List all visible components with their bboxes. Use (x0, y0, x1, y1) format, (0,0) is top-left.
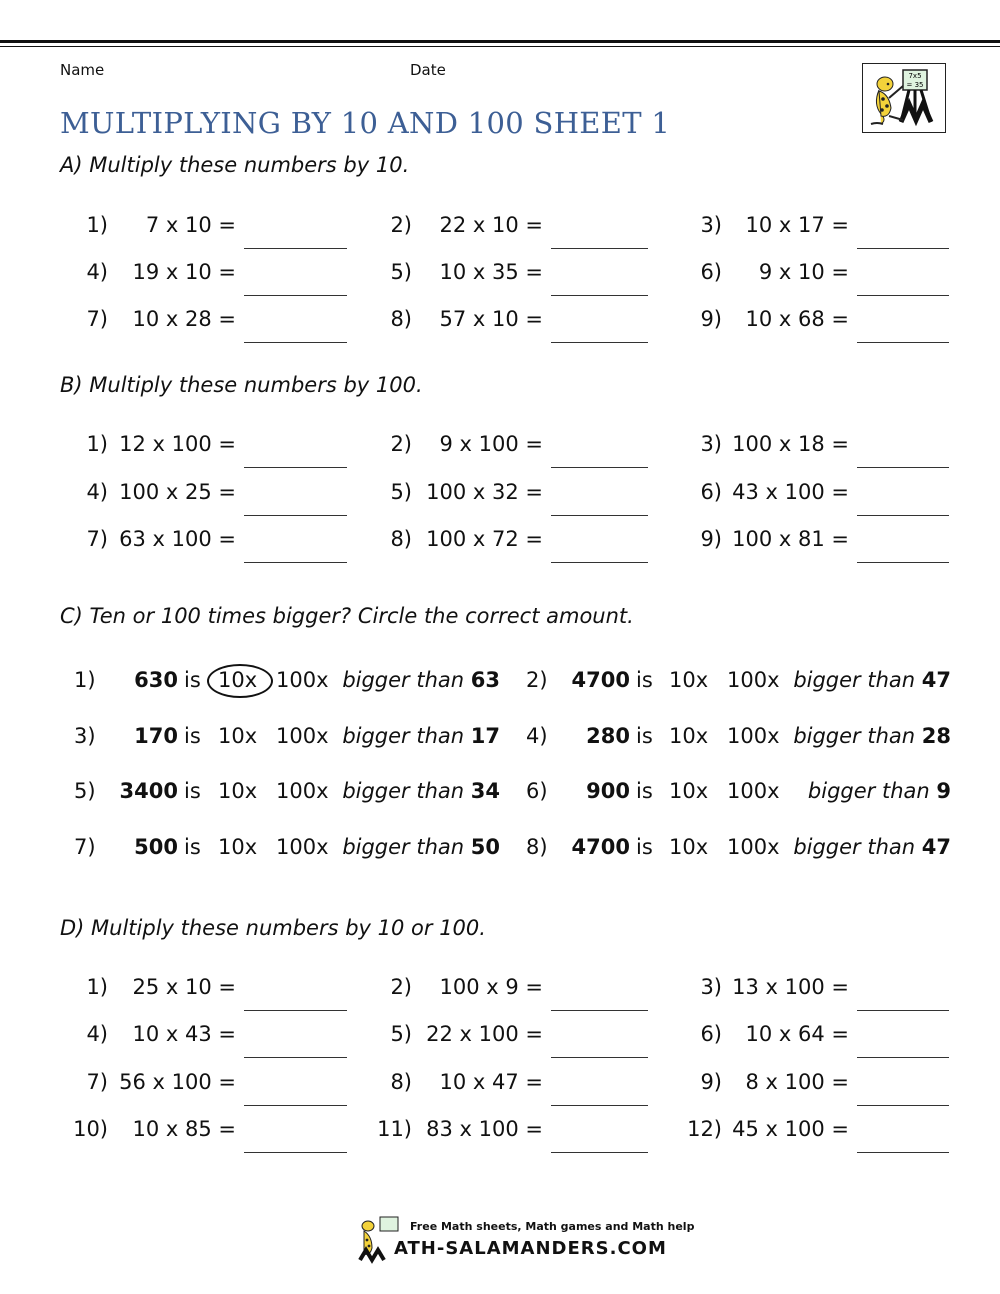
section_a-answer-line[interactable] (244, 295, 347, 296)
section_a-answer-line[interactable] (551, 295, 648, 296)
section_b-item-number: 3) (700, 432, 722, 456)
logo-board-line2: = 35 (906, 81, 924, 89)
section_a-item-number: 5) (390, 260, 412, 284)
section_a-item-number: 7) (86, 307, 108, 331)
section_b-item-expression: 63 x 100 = (119, 527, 236, 551)
section_d-item-number: 12) (687, 1117, 722, 1141)
section_d-item-number: 2) (390, 975, 412, 999)
section-c-bigger-than (791, 835, 951, 859)
section-c-small-number: 28 (921, 724, 951, 748)
section_a-answer-line[interactable] (244, 342, 347, 343)
section-c-item-number: 1) (74, 668, 96, 692)
section_b-item-number: 5) (390, 480, 412, 504)
section_b-item-number: 6) (700, 480, 722, 504)
section_d-item-number: 3) (700, 975, 722, 999)
section_a-item-number: 1) (86, 213, 108, 237)
section-c-big-number: 500 (134, 835, 178, 859)
section_b-answer-line[interactable] (244, 515, 347, 516)
section-c-option-10x[interactable]: 10x (669, 835, 709, 859)
section_d-item-number: 9) (700, 1070, 722, 1094)
section_b-answer-line[interactable] (551, 467, 648, 468)
section-c-option-10x[interactable]: 10x (218, 668, 258, 692)
section-c-big-number: 3400 (119, 779, 178, 803)
section_a-answer-line[interactable] (551, 248, 648, 249)
section_d-answer-line[interactable] (551, 1105, 648, 1106)
section_a-item-expression: 10 x 35 = (439, 260, 543, 284)
section-c-option-10x[interactable]: 10x (669, 779, 709, 803)
section-c-big-number: 280 (586, 724, 630, 748)
section_a-item-number: 4) (86, 260, 108, 284)
section_d-item-number: 5) (390, 1022, 412, 1046)
section-c-is-word: is (184, 668, 201, 692)
section-c-option-100x[interactable]: 100x (727, 779, 780, 803)
section_a-item-expression: 10 x 68 = (745, 307, 849, 331)
section_a-item-expression: 7 x 10 = (145, 213, 236, 237)
name-label: Name (60, 61, 105, 79)
section-c-is-word: is (184, 724, 201, 748)
section_d-answer-line[interactable] (244, 1057, 347, 1058)
section_a-item-number: 6) (700, 260, 722, 284)
section-c-bigger-than (340, 724, 500, 748)
top-rule-thick (0, 40, 1000, 43)
section_d-answer-line[interactable] (857, 1057, 949, 1058)
section_d-answer-line[interactable] (244, 1105, 347, 1106)
section-c-option-10x[interactable]: 10x (669, 668, 709, 692)
section_a-item-expression: 19 x 10 = (132, 260, 236, 284)
section-c-option-10x[interactable]: 10x (669, 724, 709, 748)
section-c-heading: C) Ten or 100 times bigger? Circle the correct amount. (60, 604, 634, 628)
section-c-small-number: 9 (936, 779, 951, 803)
section-c-big-number: 900 (586, 779, 630, 803)
section-c-is-word: is (636, 668, 653, 692)
section-b-heading: B) Multiply these numbers by 100. (60, 373, 423, 397)
section-c-item-number: 8) (526, 835, 548, 859)
section_a-item-number: 9) (700, 307, 722, 331)
section_b-answer-line[interactable] (857, 562, 949, 563)
section_a-item-expression: 9 x 10 = (758, 260, 849, 284)
section_d-answer-line[interactable] (244, 1152, 347, 1153)
section-c-option-10x[interactable]: 10x (218, 724, 258, 748)
section-c-is-word: is (184, 779, 201, 803)
section_d-item-expression: 56 x 100 = (119, 1070, 236, 1094)
section_b-item-expression: 12 x 100 = (119, 432, 236, 456)
top-rule-thin (0, 46, 1000, 47)
section-c-option-100x[interactable]: 100x (727, 668, 780, 692)
section_d-item-number: 8) (390, 1070, 412, 1094)
section-c-item-number: 6) (526, 779, 548, 803)
section_b-answer-line[interactable] (244, 562, 347, 563)
section_d-item-expression: 13 x 100 = (732, 975, 849, 999)
section-c-option-100x[interactable]: 100x (276, 779, 329, 803)
section_b-item-number: 4) (86, 480, 108, 504)
section_d-item-expression: 100 x 9 = (439, 975, 543, 999)
section_d-answer-line[interactable] (551, 1010, 648, 1011)
page-title: MULTIPLYING BY 10 AND 100 SHEET 1 (60, 106, 671, 140)
section_a-item-expression: 10 x 17 = (745, 213, 849, 237)
section-c-bigger-than (340, 835, 500, 859)
section_d-answer-line[interactable] (857, 1010, 949, 1011)
section-c-item-number: 4) (526, 724, 548, 748)
section_a-item-expression: 57 x 10 = (439, 307, 543, 331)
section_b-answer-line[interactable] (551, 515, 648, 516)
logo-board-line1: 7x5 (908, 72, 922, 80)
section-c-option-100x[interactable]: 100x (727, 835, 780, 859)
section_d-item-number: 10) (73, 1117, 108, 1141)
section-c-item-number: 2) (526, 668, 548, 692)
section_b-answer-line[interactable] (244, 467, 347, 468)
section_b-item-expression: 100 x 18 = (732, 432, 849, 456)
section-c-option-100x[interactable]: 100x (276, 724, 329, 748)
section_a-item-number: 3) (700, 213, 722, 237)
bigger-than-text: bigger than (342, 724, 471, 748)
section_a-answer-line[interactable] (857, 248, 949, 249)
section_d-item-expression: 10 x 47 = (439, 1070, 543, 1094)
footer-tagline: Free Math sheets, Math games and Math help (410, 1220, 695, 1233)
section_a-item-number: 8) (390, 307, 412, 331)
section-c-small-number: 50 (470, 835, 500, 859)
section-c-item-number: 5) (74, 779, 96, 803)
section-c-option-100x[interactable]: 100x (727, 724, 780, 748)
section-c-big-number: 4700 (571, 668, 630, 692)
section_b-item-number: 7) (86, 527, 108, 551)
section_d-item-expression: 10 x 43 = (132, 1022, 236, 1046)
section-c-small-number: 47 (921, 668, 951, 692)
section_b-answer-line[interactable] (857, 467, 949, 468)
section-c-small-number: 17 (470, 724, 500, 748)
section_b-item-expression: 9 x 100 = (439, 432, 543, 456)
bigger-than-text: bigger than (342, 835, 471, 859)
section_a-item-number: 2) (390, 213, 412, 237)
section_d-item-expression: 45 x 100 = (732, 1117, 849, 1141)
section-c-big-number: 170 (134, 724, 178, 748)
section_b-item-expression: 100 x 72 = (426, 527, 543, 551)
section_d-answer-line[interactable] (857, 1105, 949, 1106)
section_d-item-expression: 83 x 100 = (426, 1117, 543, 1141)
section_d-item-number: 11) (377, 1117, 412, 1141)
section_a-answer-line[interactable] (244, 248, 347, 249)
section-c-bigger-than (791, 724, 951, 748)
section_b-answer-line[interactable] (551, 562, 648, 563)
circled-answer-mark (207, 664, 273, 698)
section_b-item-expression: 100 x 25 = (119, 480, 236, 504)
footer-brand: ATH-SALAMANDERS.COM (394, 1238, 667, 1259)
section_d-item-expression: 10 x 85 = (132, 1117, 236, 1141)
section-c-bigger-than (340, 668, 500, 692)
section_b-item-expression: 43 x 100 = (732, 480, 849, 504)
section-c-is-word: is (636, 835, 653, 859)
section-c-option-10x[interactable]: 10x (218, 835, 258, 859)
section_b-item-expression: 100 x 32 = (426, 480, 543, 504)
section_b-answer-line[interactable] (857, 515, 949, 516)
bigger-than-text: bigger than (342, 779, 471, 803)
section_d-item-number: 1) (86, 975, 108, 999)
bigger-than-text: bigger than (342, 668, 471, 692)
section_a-answer-line[interactable] (857, 295, 949, 296)
date-label: Date (410, 61, 446, 79)
section_d-answer-line[interactable] (857, 1152, 949, 1153)
section-c-big-number: 4700 (571, 835, 630, 859)
section_d-item-expression: 22 x 100 = (426, 1022, 543, 1046)
section_a-answer-line[interactable] (551, 342, 648, 343)
section_d-item-expression: 10 x 64 = (745, 1022, 849, 1046)
section_d-item-number: 7) (86, 1070, 108, 1094)
section_d-answer-line[interactable] (244, 1010, 347, 1011)
section-c-option-100x[interactable]: 100x (276, 668, 329, 692)
section_a-item-expression: 22 x 10 = (439, 213, 543, 237)
section_d-answer-line[interactable] (551, 1057, 648, 1058)
section_b-item-expression: 100 x 81 = (732, 527, 849, 551)
section_b-item-number: 8) (390, 527, 412, 551)
salamander-logo (862, 63, 946, 133)
section-c-big-number: 630 (134, 668, 178, 692)
section-c-item-number: 3) (74, 724, 96, 748)
section_d-item-expression: 8 x 100 = (745, 1070, 849, 1094)
section-c-bigger-than (340, 779, 500, 803)
section-d-heading: D) Multiply these numbers by 10 or 100. (60, 916, 486, 940)
section-c-is-word: is (636, 724, 653, 748)
section_d-answer-line[interactable] (551, 1152, 648, 1153)
section-c-is-word: is (636, 779, 653, 803)
section_a-answer-line[interactable] (857, 342, 949, 343)
section-c-small-number: 34 (470, 779, 500, 803)
section-c-option-10x[interactable]: 10x (218, 779, 258, 803)
section-a-heading: A) Multiply these numbers by 10. (60, 153, 410, 177)
bigger-than-text: bigger than (793, 724, 922, 748)
section_b-item-number: 1) (86, 432, 108, 456)
section_a-item-expression: 10 x 28 = (132, 307, 236, 331)
section_d-item-number: 4) (86, 1022, 108, 1046)
section_b-item-number: 9) (700, 527, 722, 551)
footer-logo (356, 1214, 695, 1264)
bigger-than-text: bigger than (793, 835, 922, 859)
bigger-than-text: bigger than (793, 668, 922, 692)
section_b-item-number: 2) (390, 432, 412, 456)
section-c-is-word: is (184, 835, 201, 859)
section-c-small-number: 63 (470, 668, 500, 692)
section-c-bigger-than (791, 668, 951, 692)
section-c-bigger-than (791, 779, 951, 803)
bigger-than-text: bigger than (807, 779, 937, 803)
section-c-item-number: 7) (74, 835, 96, 859)
section_d-item-expression: 25 x 10 = (132, 975, 236, 999)
section_d-item-number: 6) (700, 1022, 722, 1046)
section-c-small-number: 47 (921, 835, 951, 859)
section-c-option-100x[interactable]: 100x (276, 835, 329, 859)
